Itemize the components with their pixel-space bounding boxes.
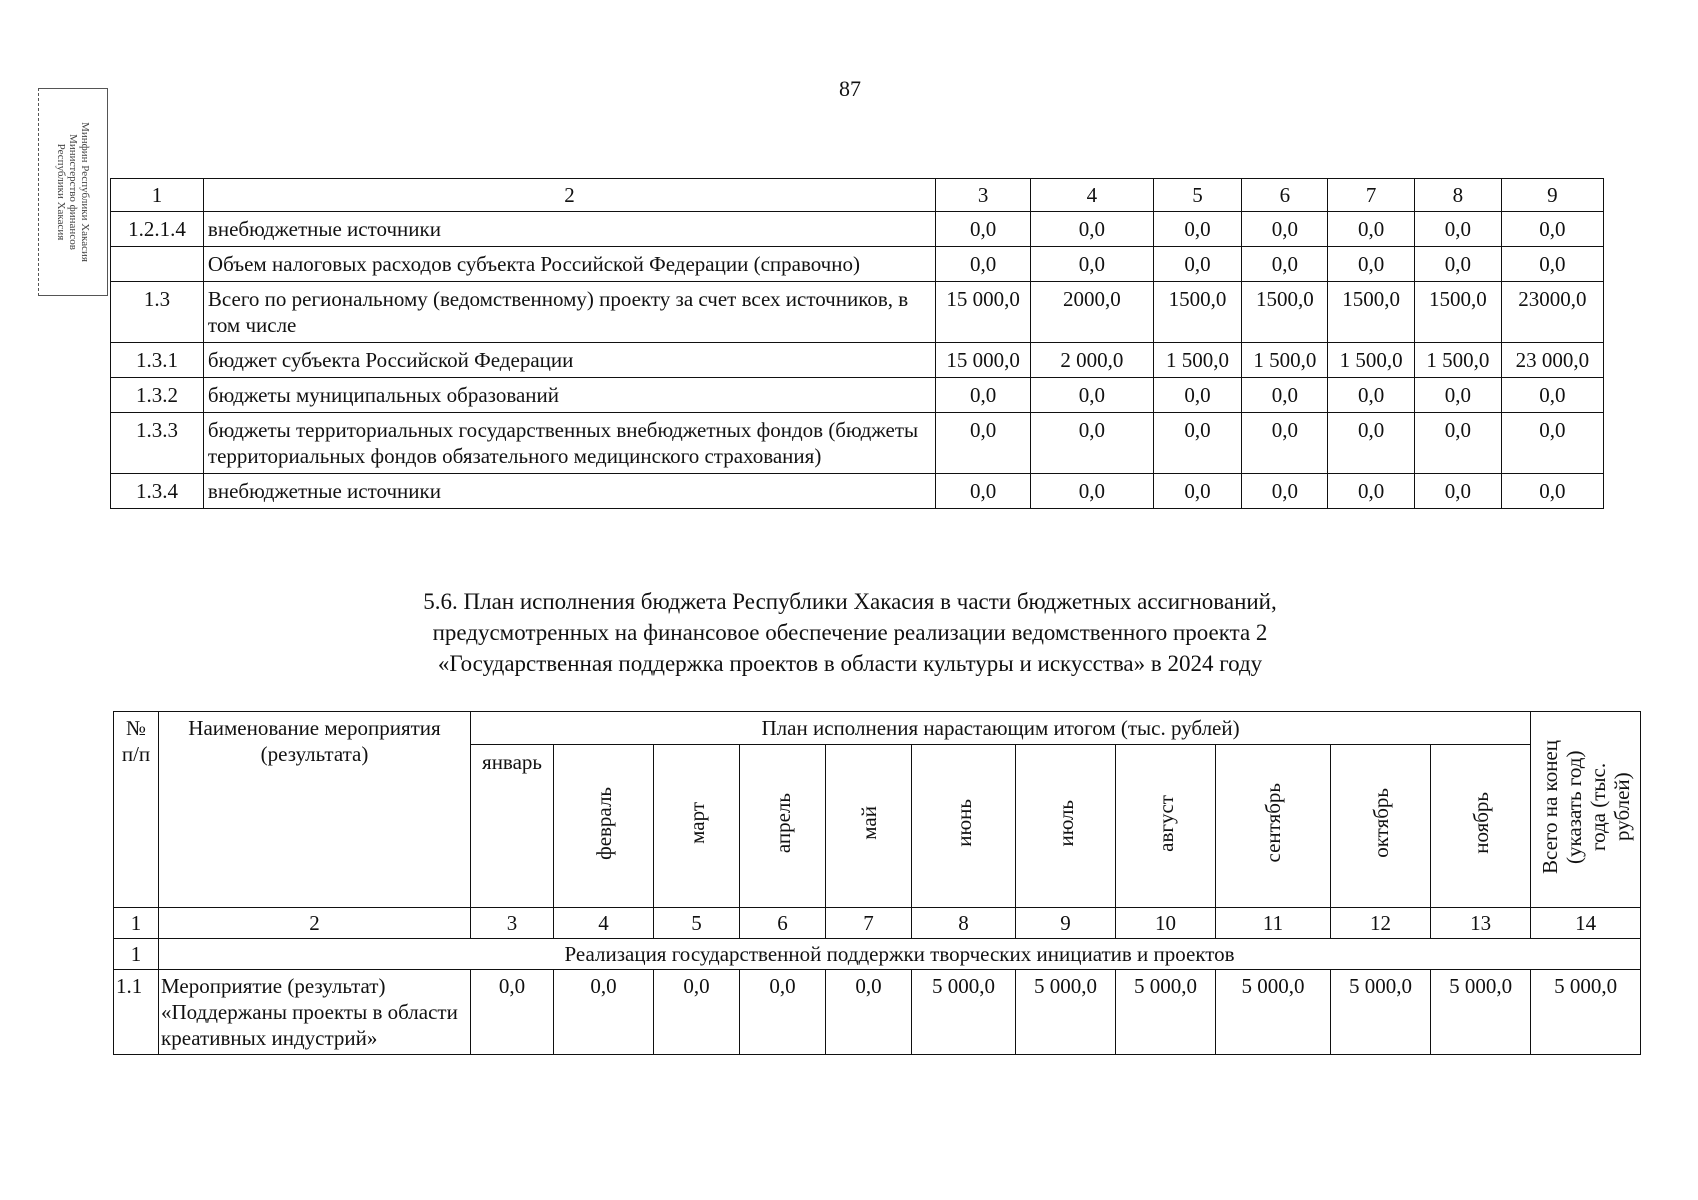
table-row — [111, 212, 1604, 247]
row-number: 1.2.1.4 — [111, 212, 204, 247]
table-row — [111, 247, 1604, 282]
column-numbers-row — [114, 908, 1641, 939]
row-number: 1.3.1 — [111, 343, 204, 378]
value-cell: 0,0 — [1242, 378, 1328, 413]
value-cell: 0,0 — [471, 970, 554, 1055]
value-cell: 0,0 — [936, 247, 1031, 282]
value-cell: 0,0 — [1031, 212, 1154, 247]
header-cell: 6 — [1242, 179, 1328, 212]
header-cell: 5 — [1153, 179, 1242, 212]
month-label: ноябрь — [1468, 792, 1493, 854]
value-cell: 0,0 — [1501, 378, 1603, 413]
column-header-plan: План исполнения нарастающим итогом (тыс. рублей) — [471, 712, 1531, 745]
value-cell: 15 000,0 — [936, 343, 1031, 378]
value-cell: 15 000,0 — [936, 282, 1031, 343]
column-number: 6 — [740, 908, 826, 939]
row-number: 1.3.3 — [111, 413, 204, 474]
month-header — [1331, 745, 1431, 908]
month-header — [1431, 745, 1531, 908]
row-name: внебюджетные источники — [203, 212, 935, 247]
header-cell: 2 — [203, 179, 935, 212]
value-cell: 0,0 — [1328, 474, 1415, 509]
value-cell: 0,0 — [1501, 413, 1603, 474]
value-cell: 0,0 — [1328, 247, 1415, 282]
budget-plan-table — [113, 711, 1641, 1055]
value-cell: 0,0 — [936, 378, 1031, 413]
header-cell: 3 — [936, 179, 1031, 212]
column-number: 7 — [826, 908, 912, 939]
value-cell: 1500,0 — [1153, 282, 1242, 343]
row-name: бюджет субъекта Российской Федерации — [203, 343, 935, 378]
value-cell: 0,0 — [1153, 247, 1242, 282]
value-cell: 1 500,0 — [1153, 343, 1242, 378]
month-header — [912, 745, 1016, 908]
value-cell: 0,0 — [1031, 247, 1154, 282]
value-cell: 0,0 — [1153, 212, 1242, 247]
section-title-line: предусмотренных на финансовое обеспечение реализации ведомственного проекта 2 — [432, 620, 1268, 645]
month-header — [471, 745, 554, 908]
row-number: 1.3.2 — [111, 378, 204, 413]
column-header-total-text: Всего на конец (указать год) года (тыс. рублей) — [1537, 739, 1634, 874]
value-cell: 0,0 — [1242, 247, 1328, 282]
row-name: Объем налоговых расходов субъекта Российской Федерации (справочно) — [203, 247, 935, 282]
column-number: 8 — [912, 908, 1016, 939]
value-cell: 0,0 — [1153, 413, 1242, 474]
value-cell: 0,0 — [1153, 378, 1242, 413]
column-number: 3 — [471, 908, 554, 939]
value-cell: 0,0 — [1242, 474, 1328, 509]
section-row — [114, 939, 1641, 970]
header-cell: 1 — [111, 179, 204, 212]
row-number: 1.3.4 — [111, 474, 204, 509]
value-cell: 0,0 — [740, 970, 826, 1055]
row-name: бюджеты муниципальных образований — [203, 378, 935, 413]
month-header — [740, 745, 826, 908]
value-cell: 0,0 — [1415, 212, 1502, 247]
table-row — [111, 378, 1604, 413]
value-cell: 5 000,0 — [1116, 970, 1216, 1055]
month-label: январь — [482, 750, 542, 774]
month-header — [826, 745, 912, 908]
page-number: 87 — [839, 76, 861, 101]
row-name: бюджеты территориальных государственных внебюджетных фондов (бюджеты территориальных фондов обязательного медицинского страхования) — [203, 413, 935, 474]
column-number: 2 — [159, 908, 471, 939]
value-cell: 0,0 — [554, 970, 654, 1055]
row-number: 1.1 — [114, 970, 159, 1055]
value-cell: 0,0 — [1031, 413, 1154, 474]
month-header — [654, 745, 740, 908]
value-cell: 2000,0 — [1031, 282, 1154, 343]
value-cell: 0,0 — [1031, 378, 1154, 413]
table-row — [111, 413, 1604, 474]
header-cell: 7 — [1328, 179, 1415, 212]
value-cell: 0,0 — [936, 413, 1031, 474]
value-cell: 23000,0 — [1501, 282, 1603, 343]
value-cell: 0,0 — [1328, 212, 1415, 247]
value-cell: 1500,0 — [1242, 282, 1328, 343]
column-number: 1 — [114, 908, 159, 939]
table-header-row — [111, 179, 1604, 212]
section-title-cell: Реализация государственной поддержки творческих инициатив и проектов — [159, 939, 1641, 970]
value-cell: 0,0 — [1031, 474, 1154, 509]
value-cell: 0,0 — [936, 212, 1031, 247]
table-header-row — [114, 712, 1641, 745]
month-label: октябрь — [1368, 788, 1393, 858]
value-cell: 0,0 — [1501, 474, 1603, 509]
table-row — [111, 282, 1604, 343]
funding-table — [110, 178, 1604, 509]
column-header-total — [1531, 712, 1641, 908]
month-label: август — [1153, 794, 1178, 852]
value-cell: 1 500,0 — [1328, 343, 1415, 378]
row-number — [111, 247, 204, 282]
value-cell: 5 000,0 — [1531, 970, 1641, 1055]
value-cell: 0,0 — [1242, 212, 1328, 247]
section-title-line: «Государственная поддержка проектов в области культуры и искусства» в 2024 году — [437, 651, 1263, 676]
column-header-number: № п/п — [114, 712, 159, 908]
value-cell: 1500,0 — [1415, 282, 1502, 343]
month-header — [554, 745, 654, 908]
table-row — [111, 474, 1604, 509]
column-number: 11 — [1216, 908, 1331, 939]
column-number: 14 — [1531, 908, 1641, 939]
month-label: апрель — [770, 792, 795, 854]
section-title — [200, 586, 1500, 679]
column-number: 13 — [1431, 908, 1531, 939]
value-cell: 0,0 — [1501, 247, 1603, 282]
value-cell: 0,0 — [1501, 212, 1603, 247]
value-cell: 0,0 — [654, 970, 740, 1055]
month-label: февраль — [591, 786, 616, 860]
month-label: июнь — [951, 799, 976, 847]
row-name: внебюджетные источники — [203, 474, 935, 509]
value-cell: 0,0 — [1415, 474, 1502, 509]
value-cell: 0,0 — [1328, 413, 1415, 474]
header-cell: 8 — [1415, 179, 1502, 212]
value-cell: 23 000,0 — [1501, 343, 1603, 378]
column-number: 5 — [654, 908, 740, 939]
month-label: июль — [1053, 799, 1078, 847]
value-cell: 5 000,0 — [1431, 970, 1531, 1055]
header-cell: 4 — [1031, 179, 1154, 212]
value-cell: 2 000,0 — [1031, 343, 1154, 378]
value-cell: 5 000,0 — [1216, 970, 1331, 1055]
value-cell: 0,0 — [936, 474, 1031, 509]
row-number: 1.3 — [111, 282, 204, 343]
row-name: Мероприятие (результат) «Поддержаны проекты в области креативных индустрий» — [159, 970, 471, 1055]
header-cell: 9 — [1501, 179, 1603, 212]
table-row — [114, 970, 1641, 1055]
column-header-name: Наименование мероприятия (результата) — [159, 712, 471, 908]
value-cell: 0,0 — [826, 970, 912, 1055]
value-cell: 0,0 — [1415, 247, 1502, 282]
row-name: Всего по региональному (ведомственному) проекту за счет всех источников, в том числе — [203, 282, 935, 343]
value-cell: 1 500,0 — [1415, 343, 1502, 378]
column-number: 4 — [554, 908, 654, 939]
section-number: 1 — [114, 939, 159, 970]
month-label: сентябрь — [1261, 783, 1285, 863]
value-cell: 0,0 — [1153, 474, 1242, 509]
value-cell: 1500,0 — [1328, 282, 1415, 343]
value-cell: 0,0 — [1242, 413, 1328, 474]
value-cell: 0,0 — [1415, 413, 1502, 474]
month-header — [1116, 745, 1216, 908]
month-header — [1216, 745, 1331, 908]
value-cell: 5 000,0 — [1016, 970, 1116, 1055]
value-cell: 5 000,0 — [912, 970, 1016, 1055]
column-number: 9 — [1016, 908, 1116, 939]
registration-stamp — [38, 88, 108, 296]
month-label: май — [856, 806, 881, 840]
value-cell: 0,0 — [1328, 378, 1415, 413]
column-number: 10 — [1116, 908, 1216, 939]
table-row — [111, 343, 1604, 378]
stamp-text: Минфин Республики Хакасия Министерство финансов Республики Хакасия — [55, 122, 91, 262]
column-number: 12 — [1331, 908, 1431, 939]
month-label: март — [684, 802, 709, 844]
value-cell: 1 500,0 — [1242, 343, 1328, 378]
section-title-line: 5.6. План исполнения бюджета Республики Хакасия в части бюджетных ассигнований, — [423, 589, 1277, 614]
month-header — [1016, 745, 1116, 908]
value-cell: 5 000,0 — [1331, 970, 1431, 1055]
value-cell: 0,0 — [1415, 378, 1502, 413]
